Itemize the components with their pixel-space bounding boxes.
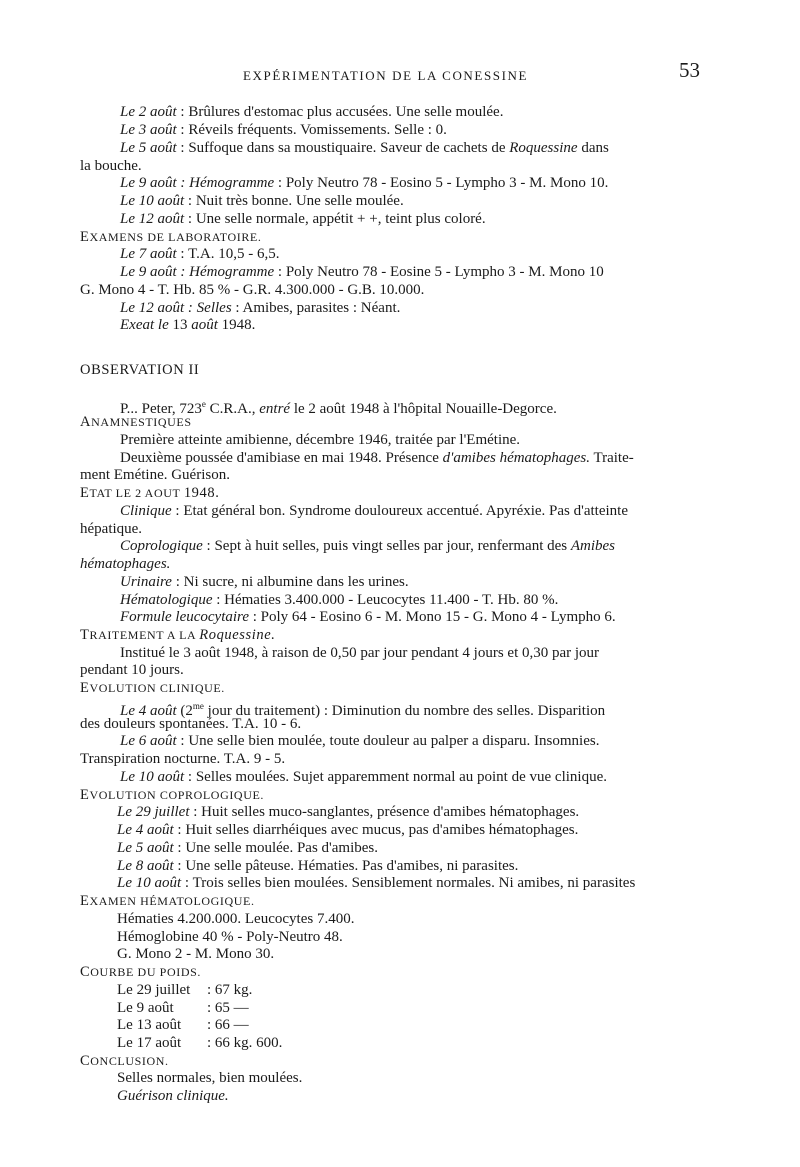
text-line: Selles normales, bien moulées. <box>117 1070 303 1086</box>
section-heading: EXAMEN HÉMATOLOGIQUE. <box>80 893 255 909</box>
weight-date: Le 17 août <box>117 1035 182 1051</box>
line-text: dans <box>581 140 609 156</box>
field-label: Coprologique <box>120 538 203 554</box>
section-heading: TRAITEMENT A LA Roquessine. <box>80 627 276 643</box>
line-text: : Nuit très bonne. Une selle moulée. <box>187 193 404 209</box>
date-label: Le 5 août <box>120 140 177 156</box>
date-label: Le 8 août <box>117 858 174 874</box>
text-line <box>120 174 608 192</box>
weight-value: : 67 kg. <box>207 982 253 998</box>
text-line: Le 29 juillet : Huit selles muco-sanglantes, présence d'amibes hématophages. <box>117 804 580 820</box>
text-line <box>120 299 400 317</box>
text-line: G. Mono 4 - T. Hb. 85 % - G.R. 4.300.000 - G.B. 10.000. <box>80 282 425 298</box>
date-label: Le 12 août <box>120 300 185 316</box>
text-line: Le 4 août ($2^{me}$ jour du traitement) : Diminution du nombre des selles. Disparition <box>120 701 606 719</box>
running-title: EXPÉRIMENTATION DE LA CONESSINE <box>243 68 529 83</box>
date-label: Le 10 août <box>120 193 185 209</box>
text-line: Le 5 août : Une selle moulée. Pas d'amibes. <box>117 840 378 856</box>
text-line: Le 6 août : Une selle bien moulée, toute douleur au palper a disparu. Insomnies. <box>120 733 600 749</box>
text-line: Formule leucocytaire : Poly 64 - Eosino 6 - M. Mono 15 - G. Mono 4 - Lympho 6. <box>120 609 616 625</box>
weight-row <box>117 1016 249 1034</box>
drug-name: Roquessine <box>509 140 578 156</box>
text-line <box>120 245 279 263</box>
text-line: Urinaire : Ni sucre, ni albumine dans les urines. <box>120 574 409 590</box>
exeat-label: Exeat le <box>120 317 169 333</box>
text-line: Première atteinte amibienne, décembre 1946, traitée par l'Emétine. <box>120 432 521 448</box>
field-label: Clinique <box>120 503 172 519</box>
text-line: des douleurs spontanées. T.A. 10 - 6. <box>80 716 302 732</box>
text-line: Hématies 4.200.000. Leucocytes 7.400. <box>117 911 355 927</box>
text-line: Guérison clinique. <box>117 1088 229 1104</box>
date-label: Le 12 août <box>120 211 185 227</box>
section-heading: EVOLUTION COPROLOGIQUE. <box>80 787 264 803</box>
section-heading: EXAMENS DE LABORATOIRE. <box>80 229 262 245</box>
weight-date: Le 29 juillet <box>117 982 191 998</box>
date-label: Le 9 août <box>120 264 177 280</box>
date-label: Le 10 août <box>120 769 185 785</box>
field-label: Hématologique <box>120 592 213 608</box>
line-text: : Poly Neutro 78 - Eosino 5 - Lympho 3 - M. Mono 10. <box>277 175 609 191</box>
field-label: Formule leucocytaire <box>120 609 249 625</box>
weight-value: : 66 — <box>207 1017 249 1033</box>
weight-row <box>117 981 252 999</box>
text-line: Le 10 août : Selles moulées. Sujet apparemment normal au point de vue clinique. <box>120 769 607 785</box>
line-text: : Réveils fréquents. Vomissements. Selle : 0. <box>180 122 447 138</box>
section-heading: CONCLUSION. <box>80 1053 169 1069</box>
text-line: Coprologique : Sept à huit selles, puis vingt selles par jour, renfermant des Amibes <box>120 538 616 554</box>
field-label: Urinaire <box>120 574 172 590</box>
date-label: Le 6 août <box>120 733 177 749</box>
text-line: Hémoglobine 40 % - Poly-Neutro 48. <box>117 929 343 945</box>
weight-date: Le 9 août <box>117 1000 174 1016</box>
section-heading: ETAT LE 2 AOUT 1948. <box>80 485 220 501</box>
text-line: Hématologique : Hématies 3.400.000 - Leucocytes 11.400 - T. Hb. 80 %. <box>120 592 559 608</box>
text-line: Clinique : Etat général bon. Syndrome douloureux accentué. Apyréxie. Pas d'atteinte <box>120 503 628 519</box>
section-heading: EVOLUTION CLINIQUE. <box>80 680 225 696</box>
date-label: Le 2 août <box>120 104 177 120</box>
weight-value: : 66 kg. 600. <box>207 1035 283 1051</box>
line-text: : Brûlures d'estomac plus accusées. Une selle moulée. <box>180 104 504 120</box>
text-line: Le 10 août : Trois selles bien moulées. Sensiblement normales. Ni amibes, ni parasites <box>117 875 636 891</box>
text-line <box>120 210 486 228</box>
weight-value: : 65 — <box>207 1000 249 1016</box>
date-label: Le 3 août <box>120 122 177 138</box>
text-line <box>120 192 404 210</box>
date-label: Le 29 juillet <box>117 804 190 820</box>
line-text: : T.A. 10,5 - 6,5. <box>180 246 280 262</box>
line-text: : Une selle normale, appétit + +, teint plus coloré. <box>187 211 486 227</box>
weight-row <box>117 1034 282 1052</box>
text-line: Institué le 3 août 1948, à raison de 0,50 par jour pendant 4 jours et 0,30 par jour <box>120 645 600 661</box>
weight-row <box>117 999 249 1017</box>
page-number: 53 <box>679 58 700 82</box>
section-heading: COURBE DU POIDS. <box>80 964 201 980</box>
text-line: la bouche. <box>80 158 142 174</box>
section-heading: ANAMNESTIQUES <box>80 414 192 430</box>
text-line: P... Peter, 723e C.R.A., entré le 2 août 1948 à l'hôpital Nouaille-Degorce. <box>120 399 557 417</box>
text-line: G. Mono 2 - M. Mono 30. <box>117 946 275 962</box>
date-label: Le 9 août <box>120 175 177 191</box>
field-label: : Selles <box>187 300 232 316</box>
text-line: pendant 10 jours. <box>80 662 184 678</box>
text-line <box>120 103 503 121</box>
date-label: Le 5 août <box>117 840 174 856</box>
date-label: Le 7 août <box>120 246 177 262</box>
text-line: Transpiration nocturne. T.A. 9 - 5. <box>80 751 286 767</box>
text-line: ment Emétine. Guérison. <box>80 467 230 483</box>
text-line <box>120 263 604 281</box>
weight-date: Le 13 août <box>117 1017 182 1033</box>
field-label: : Hémogramme <box>180 175 275 191</box>
field-label: : Hémogramme <box>180 264 275 280</box>
line-text: : Suffoque dans sa moustiquaire. Saveur de cachets de <box>180 140 506 156</box>
text-line: hépatique. <box>80 521 143 537</box>
text-line <box>120 139 609 157</box>
text-line: hématophages. <box>80 556 171 572</box>
date-label: Le 10 août <box>117 875 182 891</box>
date-label: Le 4 août <box>117 822 174 838</box>
date-label: Le 4 août <box>120 703 177 719</box>
line-text: : Poly Neutro 78 - Eosine 5 - Lympho 3 - M. Mono 10 <box>277 264 604 280</box>
line-text: : Amibes, parasites : Néant. <box>235 300 401 316</box>
text-line: Exeat le 13 août 1948. <box>120 317 256 333</box>
text-line: Le 8 août : Une selle pâteuse. Hématies. Pas d'amibes, ni parasites. <box>117 858 519 874</box>
text-line: Deuxième poussée d'amibiase en mai 1948. Présence d'amibes hématophages. Traite- <box>120 450 634 466</box>
text-line: Le 4 août : Huit selles diarrhéiques avec mucus, pas d'amibes hématophages. <box>117 822 579 838</box>
observation-title: OBSERVATION II <box>80 362 200 378</box>
text-line <box>120 121 447 139</box>
